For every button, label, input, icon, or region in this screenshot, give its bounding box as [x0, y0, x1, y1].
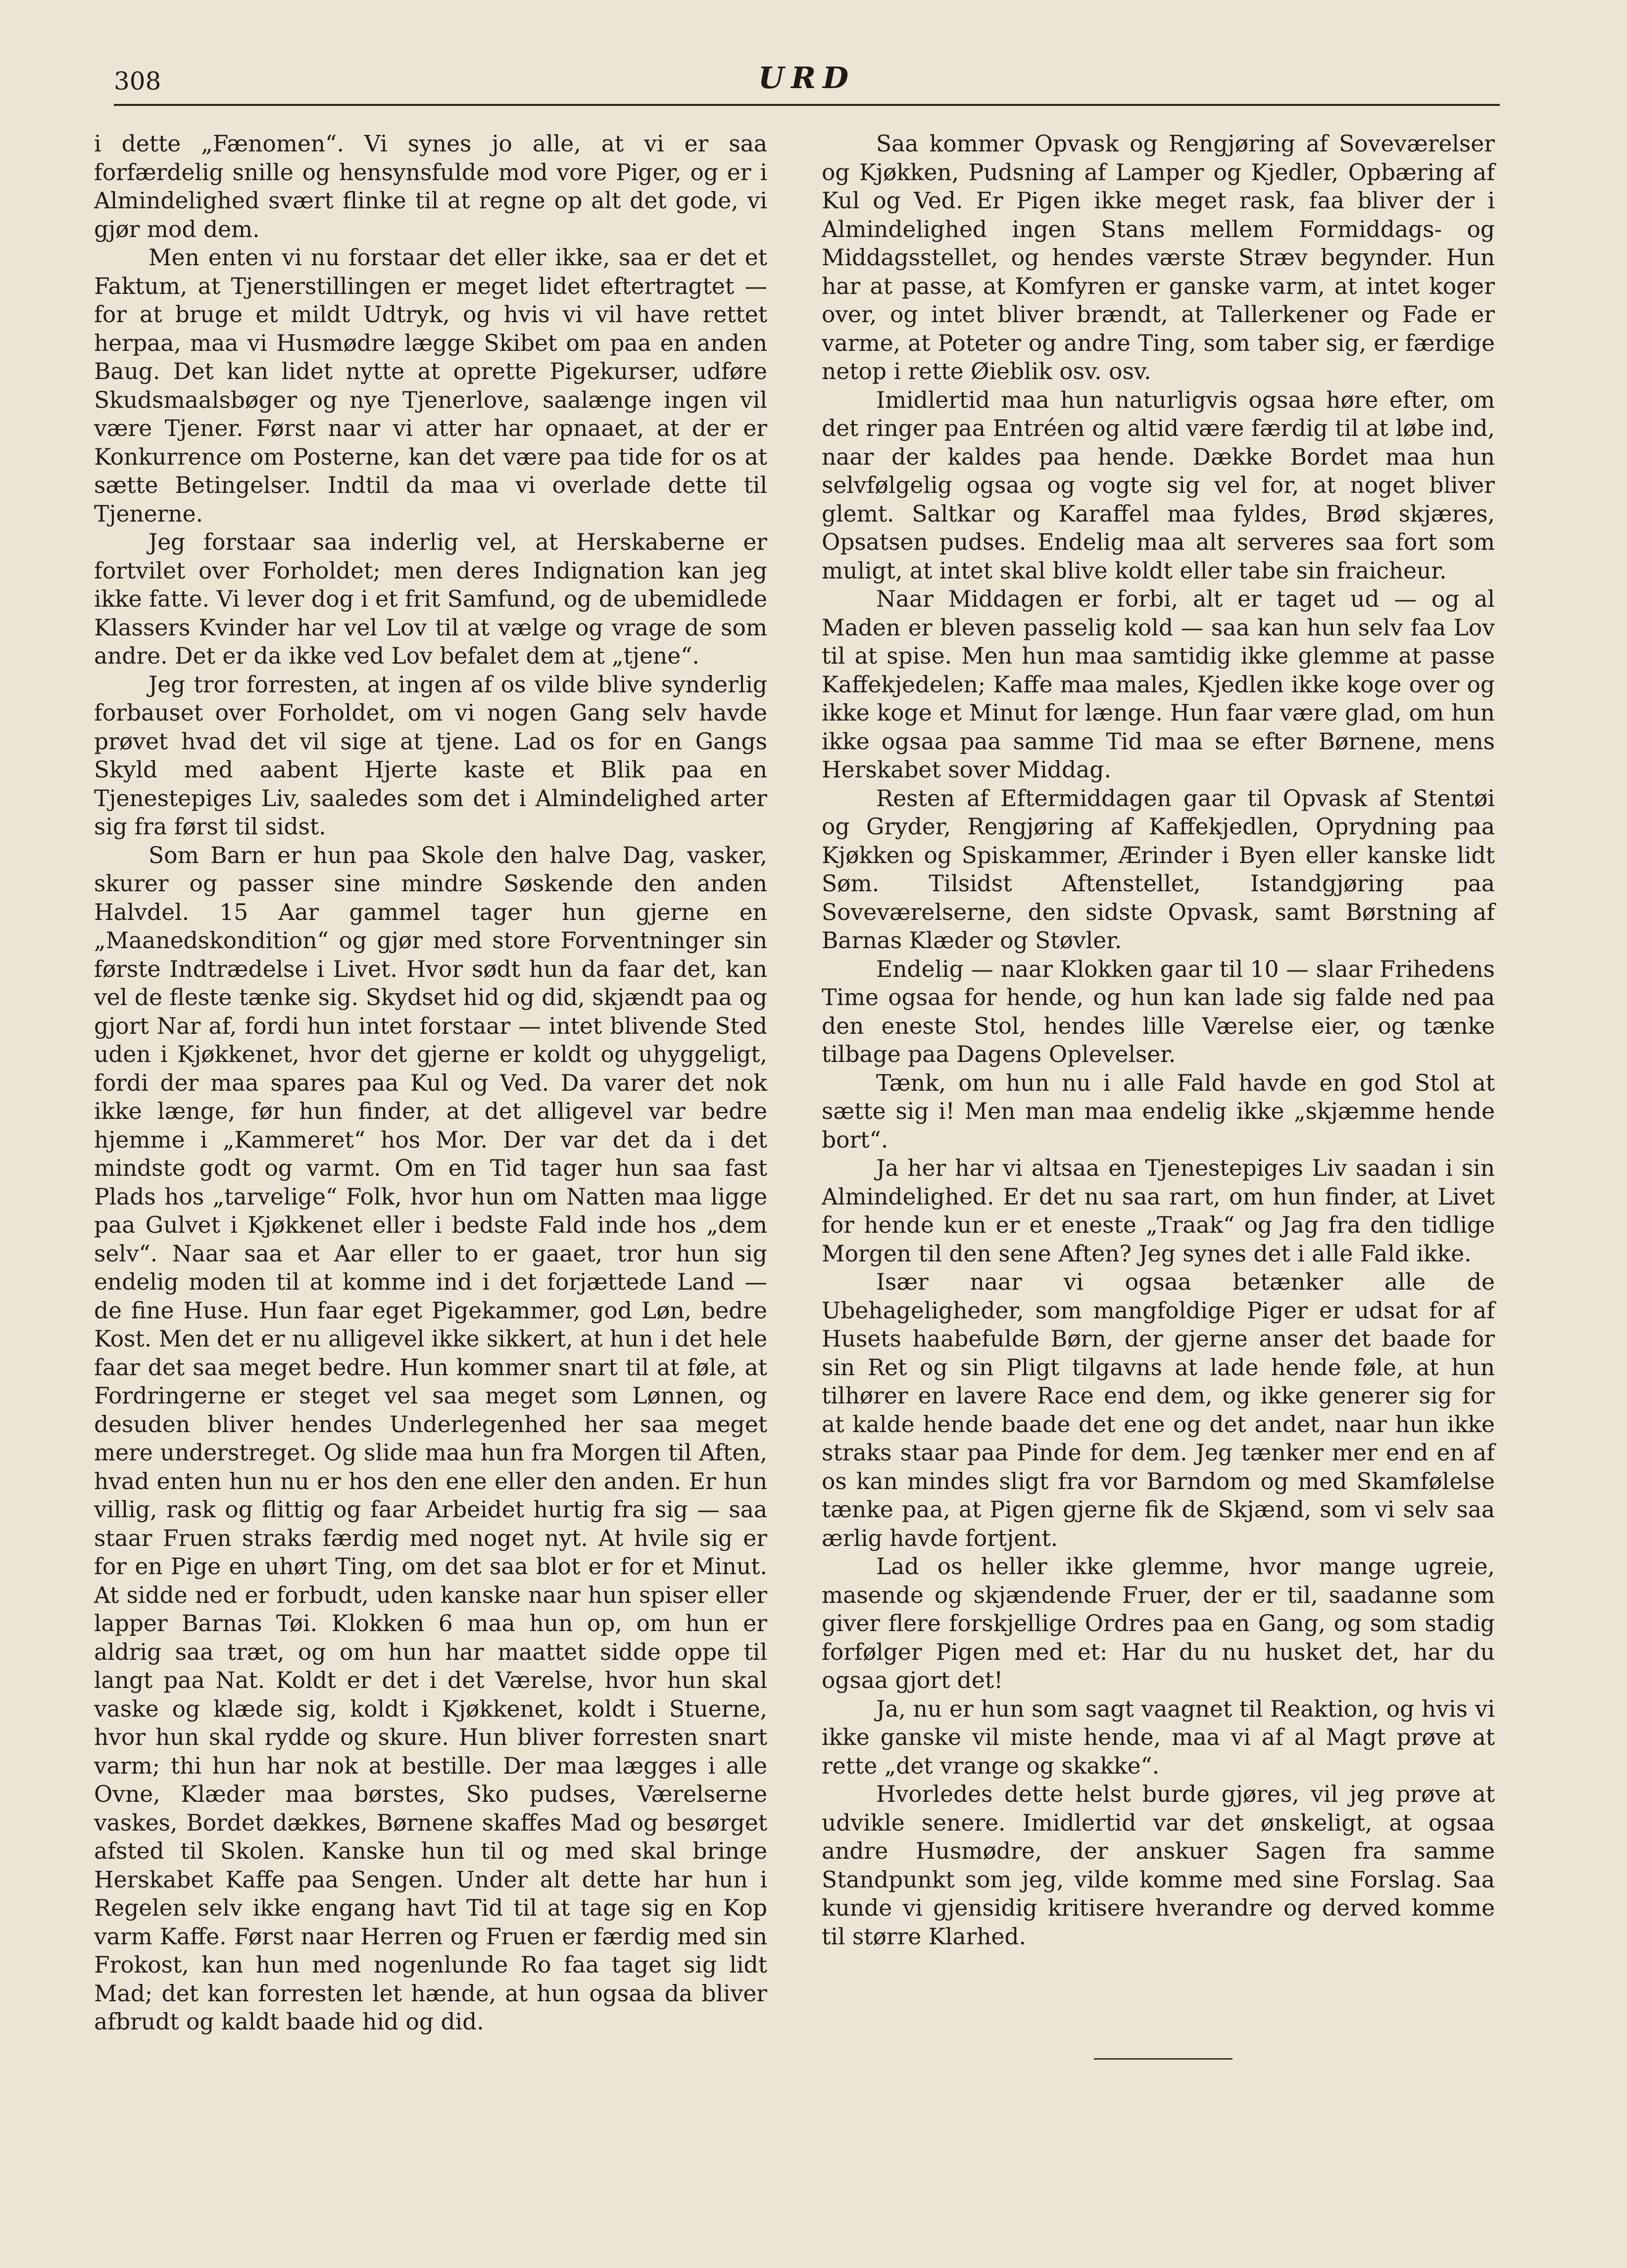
paragraph: Hvorledes dette helst burde gjøres, vil jeg prøve at udvikle senere. Imidlertid var det ønskeligt, at ogsaa andre Husmødre, der anskuer Sagen fra samme Standpunkt som jeg, vilde komme med sine Forslag. Saa kunde vi gjensidig kritisere hverandre og derved komme til større Klarhed.	[822, 1781, 1495, 1950]
paragraph: Ja her har vi altsaa en Tjenestepiges Liv saadan i sin Almindelighed. Er det nu saa rart, om hun finder, at Livet for hende kun er et eneste „Traak“ og Jag fra den tidlige Morgen til den sene Aften? Jeg synes det i alle Fald ikke.	[822, 1155, 1495, 1267]
paragraph: Jeg forstaar saa inderlig vel, at Herskaberne er fortvilet over Forholdet; men deres Indignation kan jeg ikke fatte. Vi lever dog i et frit Samfund, og de ubemidlede Klassers Kvinder har vel Lov til at vælge og vrage de som andre. Det er da ikke ved Lov befalet dem at „tjene“.	[94, 529, 767, 669]
left-column	[94, 130, 767, 2036]
paragraph: Naar Middagen er forbi, alt er taget ud — og al Maden er bleven passelig kold — saa kan hun selv faa Lov til at spise. Men hun maa samtidig ikke glemme at passe Kaffekjedelen; Kaffe maa males, Kjedlen ikke koge over og ikke koge et Minut for længe. Hun faar være glad, om hun ikke ogsaa paa samme Tid maa se efter Børnene, mens Herskabet sover Middag.	[822, 586, 1495, 783]
paragraph: Imidlertid maa hun naturligvis ogsaa høre efter, om det ringer paa Entréen og altid være færdig til at løbe ind, naar der kaldes paa hende. Dække Bordet maa hun selvfølgelig ogsaa og vogte sig vel for, at noget bliver glemt. Saltkar og Karaffel maa fyldes, Brød skjæres, Opsatsen pudses. Endelig maa alt serveres saa fort som muligt, at intet skal blive koldt eller tabe sin fraicheur.	[822, 386, 1495, 584]
paragraph: Som Barn er hun paa Skole den halve Dag, vasker, skurer og passer sine mindre Søskende den anden Halvdel. 15 Aar gammel tager hun gjerne en „Maanedskondition“ og gjør med store Forventninger sin første Indtrædelse i Livet. Hvor sødt hun da faar det, kan vel de fleste tænke sig. Skydset hid og did, skjændt paa og gjort Nar af, fordi hun intet forstaar — intet blivende Sted uden i Kjøkkenet, hvor det gjerne er koldt og uhyggeligt, fordi der maa spares paa Kul og Ved. Da varer det nok ikke længe, før hun finder, at det alligevel var bedre hjemme i „Kammeret“ hos Mor. Der var det da i det mindste godt og varmt. Om en Tid tager hun saa fast Plads hos „tarvelige“ Folk, hvor hun om Natten maa ligge paa Gulvet i Kjøkkenet eller i bedste Fald inde hos „dem selv“. Naar saa et Aar eller to er gaaet, tror hun sig endelig moden til at komme ind i det forjættede Land — de fine Huse. Hun faar eget Pigekammer, god Løn, bedre Kost. Men det er nu alligevel ikke sikkert, at hun i det hele faar det saa meget bedre. Hun kommer snart til at føle, at Fordringerne er steget vel saa meget som Lønnen, og desuden bliver hendes Underlegenhed her saa meget mere understreget. Og slide maa hun fra Morgen til Aften, hvad enten hun nu er hos den ene eller den anden. Er hun villig, rask og flittig og faar Arbeidet hurtig fra sig — saa staar Fruen straks færdig med noget nyt. At hvile sig er for en Pige en uhørt Ting, om det saa blot er for et Minut. At sidde ned er forbudt, uden kanske naar hun spiser eller lapper Barnas Tøi. Klokken 6 maa hun op, om hun er aldrig saa træt, og om hun har maattet sidde oppe til langt paa Nat. Koldt er det i det Værelse, hvor hun skal vaske og klæde sig, koldt i Kjøkkenet, koldt i Stuerne, hvor hun skal rydde og skure. Hun bliver forresten snart varm; thi hun har nok at bestille. Der maa lægges i alle Ovne, Klæder maa børstes, Sko pudses, Værelserne vaskes, Bordet dækkes, Børnene skaffes Mad og besørget afsted til Skolen. Kanske hun til og med skal bringe Herskabet Kaffe paa Sengen. Under alt dette har hun i Regelen selv ikke engang havt Tid til at tage sig en Kop varm Kaffe. Først naar Herren og Fruen er færdig med sin Frokost, kan hun med nogenlunde Ro faa taget sig lidt Mad; det kan forresten let hænde, at hun ogsaa da bliver afbrudt og kaldt baade hid og did.	[94, 842, 767, 2035]
paragraph: Tænk, om hun nu i alle Fald havde en god Stol at sætte sig i! Men man maa endelig ikke „skjæmme hende bort“.	[822, 1069, 1495, 1153]
paragraph: i dette „Fænomen“. Vi synes jo alle, at vi er saa forfærdelig snille og hensynsfulde mod vore Piger, og er i Almindelighed svært flinke til at regne op alt det gode, vi gjør mod dem.	[94, 131, 767, 242]
paragraph: Saa kommer Opvask og Rengjøring af Soveværelser og Kjøkken, Pudsning af Lamper og Kjedler, Opbæring af Kul og Ved. Er Pigen ikke meget rask, faa bliver der i Almindelighed ingen Stans mellem Formiddags- og Middagsstellet, og hendes værste Stræv begynder. Hun har at passe, at Komfyren er ganske varm, at intet koger over, og intet bliver brændt, at Tallerkener og Fade er varme, at Poteter og andre Ting, som taber sig, er færdige netop i rette Øieblik osv. osv.	[822, 131, 1495, 385]
page-header	[114, 57, 1500, 106]
end-rule-divider	[1094, 2058, 1233, 2060]
paragraph: Lad os heller ikke glemme, hvor mange ugreie, masende og skjændende Fruer, der er til, saadanne som giver flere forskjellige Ordres paa en Gang, og som stadig forfølger Pigen med et: Har du nu husket det, har du ogsaa gjort det!	[822, 1553, 1495, 1693]
page-number: 308	[114, 67, 161, 96]
paragraph: Især naar vi ogsaa betænker alle de Ubehageligheder, som mangfoldige Piger er udsat for af Husets haabefulde Børn, der gjerne anser det baade for sin Ret og sin Pligt tilgavns at lade hende føle, at hun tilhører en lavere Race end dem, og ikke generer sig for at kalde hende baade det ene og det andet, naar hun ikke straks staar paa Pinde for dem. Jeg tænker mer end en af os kan mindes sligt fra vor Barndom og med Skamfølelse tænke paa, at Pigen gjerne fik de Skjænd, som vi selv saa ærlig havde fortjent.	[822, 1269, 1495, 1551]
journal-title: URD	[758, 61, 856, 96]
right-column	[822, 130, 1495, 1951]
paragraph: Ja, nu er hun som sagt vaagnet til Reaktion, og hvis vi ikke ganske vil miste hende, maa vi af al Magt prøve at rette „det vrange og skakke“.	[822, 1695, 1495, 1779]
paragraph: Men enten vi nu forstaar det eller ikke, saa er det et Faktum, at Tjenerstillingen er meget lidet eftertragtet — for at bruge et mildt Udtryk, og hvis vi vil have rettet herpaa, maa vi Husmødre lægge Skibet om paa en anden Baug. Det kan lidet nytte at oprette Pigekurser, udføre Skudsmaalsbøger og nye Tjenerlove, saalænge ingen vil være Tjener. Først naar vi atter har opnaaet, at der er Konkurrence om Posterne, kan det være paa tide for os at sætte Betingelser. Indtil da maa vi overlade dette til Tjenerne.	[94, 244, 767, 527]
paragraph: Endelig — naar Klokken gaar til 10 — slaar Frihedens Time ogsaa for hende, og hun kan lade sig falde ned paa den eneste Stol, hendes lille Værelse eier, og tænke tilbage paa Dagens Oplevelser.	[822, 956, 1495, 1067]
paragraph: Resten af Eftermiddagen gaar til Opvask af Stentøi og Gryder, Rengjøring af Kaffekjedlen, Oprydning paa Kjøkken og Spiskammer, Ærinder i Byen eller kanske lidt Søm. Tilsidst Aftenstellet, Istandgjøring paa Soveværelserne, den sidste Opvask, samt Børstning af Barnas Klæder og Støvler.	[822, 785, 1495, 954]
paragraph: Jeg tror forresten, at ingen af os vilde blive synderlig forbauset over Forholdet, om vi nogen Gang selv havde prøvet hvad det vil sige at tjene. Lad os for en Gangs Skyld med aabent Hjerte kaste et Blik paa en Tjenestepiges Liv, saaledes som det i Almindelighed arter sig fra først til sidst.	[94, 671, 767, 840]
